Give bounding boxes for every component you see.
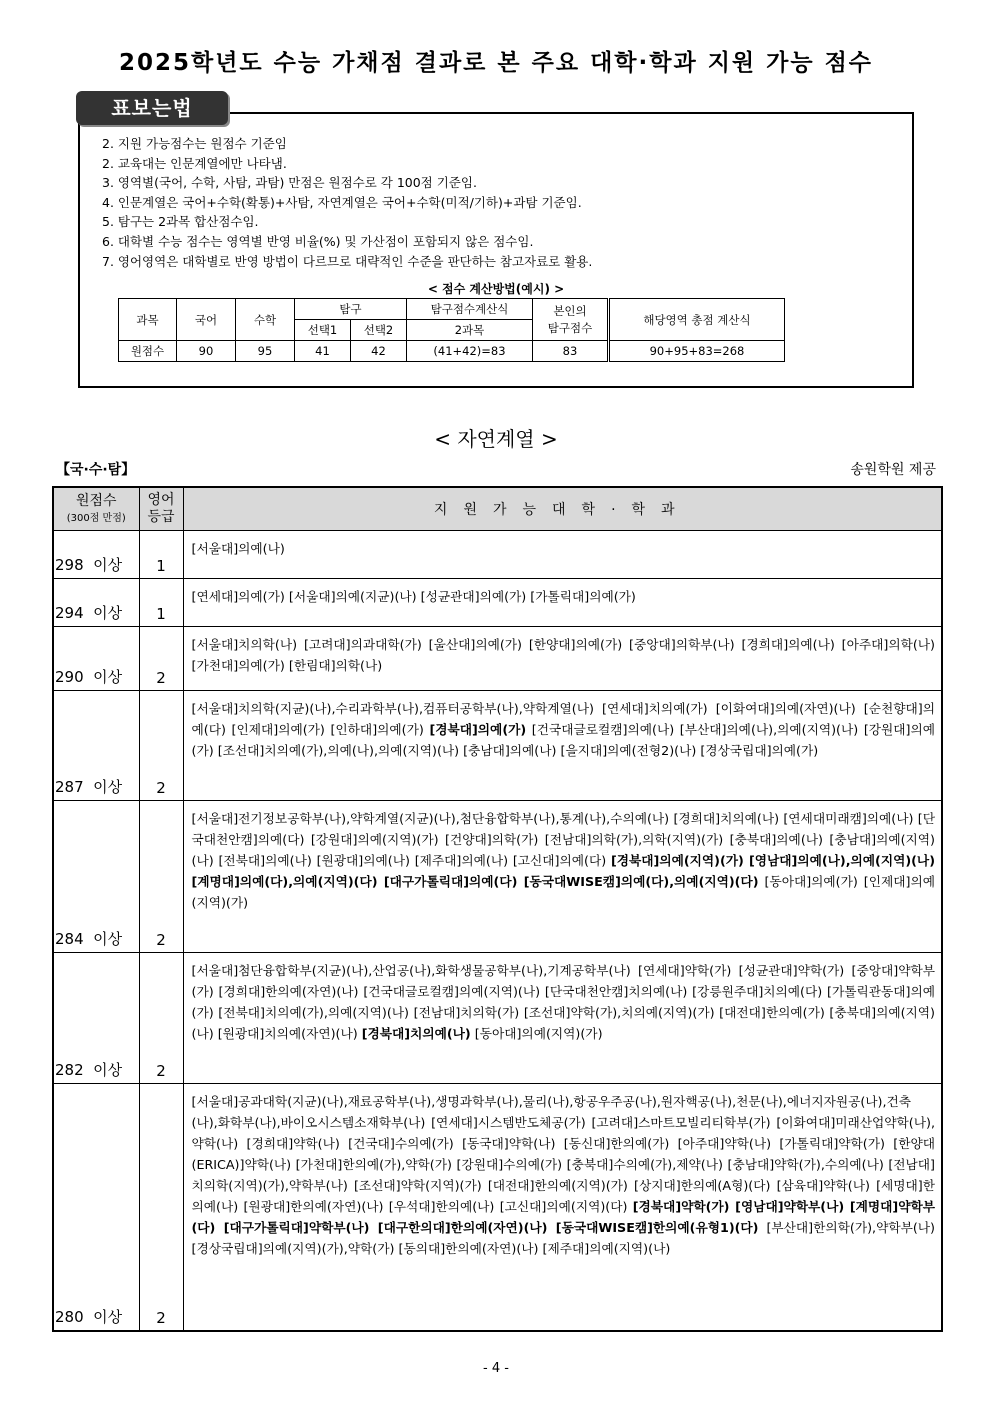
score-cell: 287 이상 (53, 690, 139, 800)
universities-text: [동아대]의예(지역)(가) (470, 1025, 603, 1041)
header-desc: 지원가능대학·학과 (183, 487, 942, 530)
admission-table (52, 486, 943, 1332)
universities-cell (183, 690, 942, 800)
universities-text: [서울대]치의학(지균)(나),수리과학부(나),컴퓨터공학부(나),약학계열(나) [연세대]치의예(가) [이화여대]의예(자연)(나) [순천향대]의예(다) [인제대]의예(가) [인하대]의예(가) (191, 700, 935, 737)
universities-text: [부산대]한의학(가),약학부(나) [경상국립대]의예(지역)(가),약학(가) [동의대]한의예(자연)(나) [제주대]의예(지역)(나) (191, 1219, 935, 1256)
document-title: 2025학년도 수능 가채점 결과로 본 주요 대학·학과 지원 가능 점수 (118, 50, 874, 76)
calc-cell: 42 (351, 341, 407, 362)
table-row (53, 530, 942, 578)
note-item: 3. 영역별(국어, 수학, 사탐, 과탐) 만점은 원점수로 각 100점 기준임. (102, 175, 477, 191)
universities-text: [서울대]의예(나) (191, 540, 285, 556)
grade-cell: 2 (139, 690, 183, 800)
grade-cell: 2 (139, 1083, 183, 1331)
score-cell: 284 이상 (53, 800, 139, 952)
calc-cell: 83 (533, 341, 609, 362)
table-row (53, 578, 942, 626)
grade-cell: 1 (139, 578, 183, 626)
page-number: - 4 - (483, 1361, 509, 1376)
grade-cell: 2 (139, 952, 183, 1083)
calc-header: 선택1 (295, 320, 351, 341)
note-item: 4. 인문계열은 국어+수학(확통)+사탐, 자연계열은 국어+수학(미적/기하)+과탐 기준임. (102, 194, 582, 210)
table-row (53, 690, 942, 800)
calc-cell: 95 (236, 341, 295, 362)
table-row (53, 800, 942, 952)
provider-label: 송원학원 제공 (850, 462, 936, 478)
calc-header: 탐구점수계산식 (407, 299, 533, 320)
universities-text: [서울대]첨단융합학부(지균)(나),산업공(나),화학생물공학부(나),기계공학부(나) [연세대]약학(가) [성균관대]약학(가) [중앙대]약학부(가) [경희대]한의예(자연)(나) [건국대글로컬캠]의예(지역)(나) [단국대천안캠]치의예(나) [강릉원주대]치의예(다) [가톨릭관동대]의예(가) [전북대]치의예(가),의예(지역)(나) [전남대]치의학(가) [조선대]약학(가),치의예(지역)(가) [대전대]한의예(가) [충북대]의예(지역)(나) [원광대]치의예(자연)(나) (191, 962, 935, 1041)
highlighted-text: [경북대]약학(가) [영남대]약학부(나) [계명대]약학부(다) [대구가톨릭대]약학부(나) [대구한의대]한의예(자연)(나) [동국대WISE캠]한의예(유형1)(다) (191, 1198, 935, 1235)
universities-cell (183, 1083, 942, 1331)
table-row (53, 952, 942, 1083)
calc-cell: 90 (177, 341, 236, 362)
universities-text: [서울대]전기정보공학부(나),약학계열(지균)(나),첨단융합학부(나),통계(나),수의예(나) [경희대]치의예(나) [연세대미래캠]의예(나) [단국대천안캠]의예(다) [강원대]의예(지역)(가) [건양대]의학(가) [전남대]의학(가),의학(지역)(가) [충북대]의예(나) [충남대]의예(지역)(나) [전북대]의예(나) [원광대]의예(나) [제주대]의예(나) [고신대]의예(다) (191, 810, 935, 868)
universities-text: [서울대]공과대학(지균)(나),재료공학부(나),생명과학부(나),물리(나),항공우주공(나),원자핵공(나),천문(나),에너지자원공(나),건축(나),화학부(나),바이오시스템소재학부(나) [연세대]시스템반도체공(가) [고려대]스마트모빌리티학부(가) [이화여대]미래산업약학(나),약학(나) [경희대]약학(나) [건국대]수의예(가) [동국대]약학(나) [동신대]한의예(가) [아주대]약학(나) [가톨릭대]약학(가) [한양대(ERICA)]약학(나) [가천대]한의예(가),약학(가) [강원대]수의예(가) [충북대]수의예(가),제약(나) [충남대]약학(가),수의예(나) [전남대]치의학(지역)(가),약학부(나) [조선대]약학(지역)(가) [대전대]한의예(지역)(가) [상지대]한의예(A형)(다) [삼육대]약학(나) [세명대]한의예(나) [원광대]한의예(자연)(나) [우석대]한의예(나) [고신대]의예(지역)(다) (191, 1093, 935, 1214)
calc-header: 과목 (119, 299, 177, 341)
note-item: 2. 지원 가능점수는 원점수 기준임 (102, 136, 287, 151)
score-cell: 298 이상 (53, 530, 139, 578)
highlighted-text: [경북대]의예(지역)(가) [영남대]의예(나),의예(지역)(나) [계명대]의예(다),의예(지역)(다) [대구가톨릭대]의예(다) [동국대WISE캠]의예(다),의예(지역)(다) (191, 852, 935, 889)
note-item: 2. 교육대는 인문계열에만 나타냄. (102, 155, 287, 171)
section-title: < 자연계열 > (434, 427, 558, 451)
note-item: 6. 대학별 수능 점수는 영역별 반영 비율(%) 및 가산점이 포함되지 않은 점수임. (102, 233, 534, 249)
universities-text: [연세대]의예(가) [서울대]의예(지균)(나) [성균관대]의예(가) [가톨릭대]의예(가) (191, 588, 636, 604)
universities-cell (183, 530, 942, 578)
universities-cell (183, 952, 942, 1083)
score-cell: 290 이상 (53, 626, 139, 690)
calc-cell: 41 (295, 341, 351, 362)
calc-header: 탐구 (295, 299, 407, 320)
note-item: 5. 탐구는 2과목 합산점수임. (102, 214, 259, 230)
header-score (53, 487, 139, 530)
score-cell: 280 이상 (53, 1083, 139, 1331)
howto-notes (102, 134, 592, 271)
header-score-label: 원점수 (75, 493, 117, 510)
universities-text: [동아대]의예(가) [인제대]의예(지역)(가) (191, 873, 935, 910)
calc-header: 본인의 탐구점수 (533, 299, 609, 341)
calc-cell: (41+42)=83 (407, 341, 533, 362)
universities-cell (183, 578, 942, 626)
universities-cell (183, 626, 942, 690)
calc-cell: 90+95+83=268 (609, 341, 785, 362)
table-row (53, 1083, 942, 1331)
howto-badge: 표보는법 (76, 91, 228, 125)
universities-text: [서울대]치의학(나) [고려대]의과대학(가) [울산대]의예(가) [한양대]의예(가) [중앙대]의학부(나) [경희대]의예(나) [아주대]의학(나) [가천대]의예(가) [한림대]의학(나) (191, 636, 935, 673)
calc-header: 2과목 (407, 320, 533, 341)
grade-cell: 1 (139, 530, 183, 578)
score-cell: 282 이상 (53, 952, 139, 1083)
highlighted-text: [경북대]치의예(나) (361, 1025, 471, 1041)
score-cell: 294 이상 (53, 578, 139, 626)
grade-cell: 2 (139, 800, 183, 952)
calc-title: < 점수 계산방법(예시) > (427, 282, 565, 296)
calc-header: 수학 (236, 299, 295, 341)
calc-header: 국어 (177, 299, 236, 341)
table-row (53, 626, 942, 690)
universities-text: [건국대글로컬캠]의예(나) [부산대]의예(나),의예(지역)(나) [강원대]의예(가) [조선대]치의예(가),의예(나),의예(지역)(나) [충남대]의예(나) [을지대]의예(전형2)(나) [경상국립대]의예(가) (191, 721, 936, 758)
grade-cell: 2 (139, 626, 183, 690)
calc-header: 선택2 (351, 320, 407, 341)
universities-cell (183, 800, 942, 952)
note-item: 7. 영어영역은 대학별로 반영 방법이 다르므로 대략적인 수준을 판단하는 참고자료로 활용. (102, 253, 593, 269)
calc-cell: 원점수 (119, 341, 177, 362)
highlighted-text: [경북대]의예(가) (429, 721, 527, 737)
header-grade: 영어 등급 (139, 487, 183, 530)
subject-label: 【국·수·탐】 (56, 462, 136, 478)
header-score-sub: (300점 만점) (66, 513, 126, 525)
calc-example-table (118, 298, 785, 362)
calc-header: 해당영역 총점 계산식 (609, 299, 785, 341)
